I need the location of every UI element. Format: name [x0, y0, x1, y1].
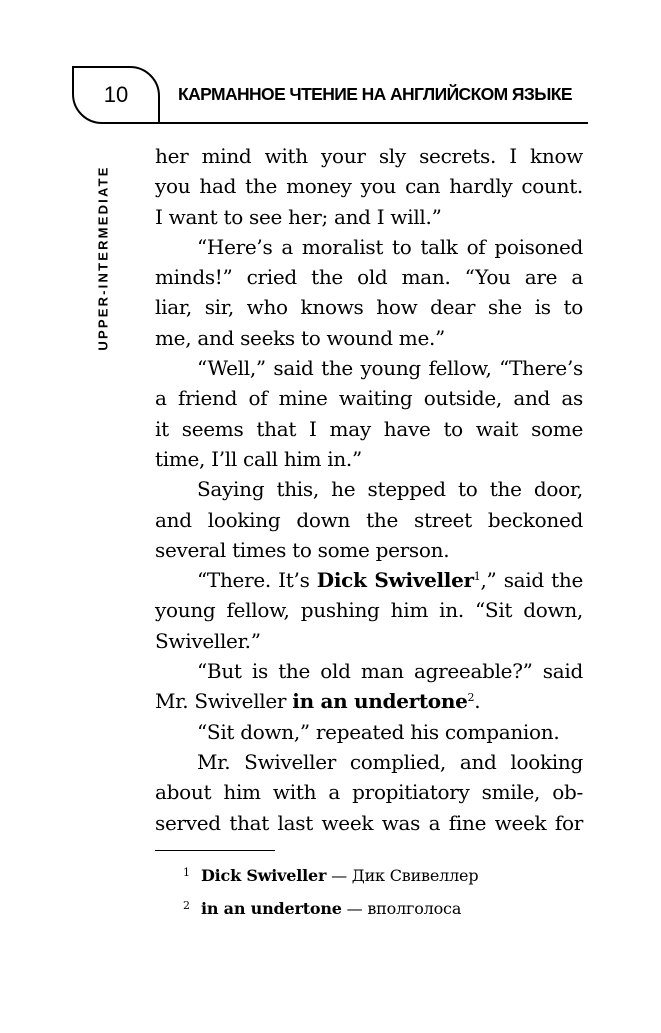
- footnote: [155, 858, 583, 891]
- text-line: “Well,” said the young fellow, “There’s: [197, 356, 583, 381]
- text-line: Mr. Swiveller complied, and looking: [197, 749, 583, 774]
- text-fragment: Mr. Swiveller: [155, 689, 293, 714]
- page-number-text: 10: [103, 82, 129, 107]
- text-line: several times to some person.: [155, 537, 450, 562]
- footnote-translation: Дик Свивеллер: [351, 866, 479, 885]
- footnote-number: 1: [183, 866, 190, 879]
- footnotes: [155, 858, 583, 924]
- text-line: I want to see her; and I will.”: [155, 204, 442, 229]
- text-line: time, I’ll call him in.”: [155, 446, 362, 471]
- footnote-dash: —: [341, 899, 368, 918]
- text-line: “But is the old man agreeable?” said: [197, 659, 583, 684]
- level-label: UPPER-INTERMEDIATE: [95, 165, 111, 351]
- text-line: [155, 565, 583, 595]
- text-line: about him with a propitiatory smile, ob-: [155, 780, 583, 805]
- running-title: КАРМАННОЕ ЧТЕНИЕ НА АНГЛИЙСКОМ ЯЗЫКЕ: [178, 84, 572, 104]
- footnote-term: in an undertone: [201, 899, 342, 918]
- footnote-ref: 1: [473, 570, 481, 584]
- glossary-term: in an undertone: [292, 689, 468, 714]
- header-rule: [158, 122, 588, 124]
- footnote-ref: 2: [467, 691, 475, 705]
- text-line: “Here’s a moralist to talk of poisoned: [197, 234, 583, 259]
- text-line: Swiveller.”: [155, 628, 261, 653]
- text-line: me, and seeks to wound me.”: [155, 325, 445, 350]
- text-line: it seems that I may have to wait some: [155, 416, 583, 441]
- text-fragment: ,” said the: [480, 568, 583, 593]
- text-line: you had the money you can hardly count.: [155, 174, 583, 199]
- footnote: [155, 891, 583, 924]
- text-fragment: “There. It’s: [197, 568, 317, 593]
- text-line: “Sit down,” repeated his companion.: [197, 719, 560, 744]
- text-line: her mind with your sly secrets. I know: [155, 144, 583, 168]
- text-line: [155, 686, 583, 716]
- footnote-term: Dick Swiveller: [201, 866, 327, 885]
- glossary-term: Dick Swiveller: [316, 568, 474, 593]
- footnote-number: 2: [183, 899, 190, 912]
- text-fragment: .: [474, 689, 481, 714]
- footnote-translation: вполголоса: [367, 899, 462, 918]
- footnote-dash: —: [326, 866, 352, 885]
- text-line: young fellow, pushing him in. “Sit down,: [155, 598, 583, 623]
- page-number: [72, 66, 160, 124]
- footnote-rule: [155, 850, 275, 851]
- text-line: liar, sir, who knows how dear she is to: [155, 295, 583, 320]
- text-line: and looking down the street beckoned: [155, 507, 583, 532]
- text-line: a friend of mine waiting outside, and as: [155, 386, 583, 411]
- text-line: Saying this, he stepped to the door,: [197, 477, 583, 502]
- body-text: [155, 141, 583, 838]
- text-line: minds!” cried the old man. “You are a: [155, 265, 583, 290]
- text-line: served that last week was a fine week for: [155, 810, 583, 835]
